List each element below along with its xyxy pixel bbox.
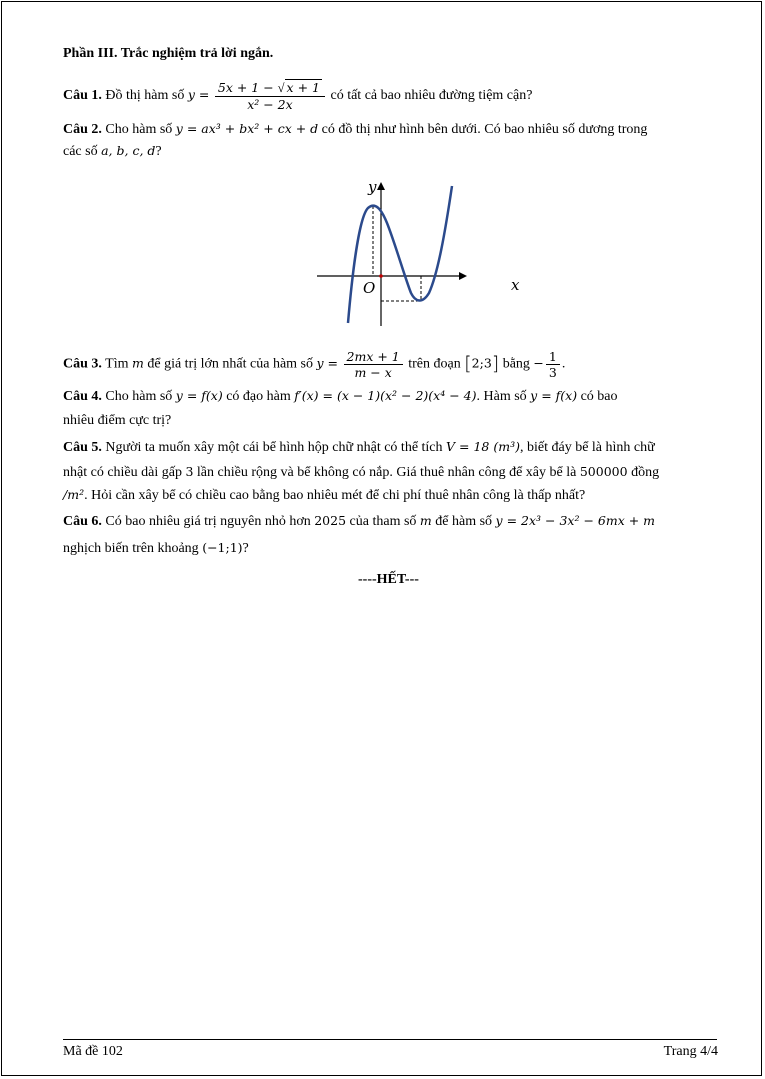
q2-text-a: Cho hàm số	[105, 122, 173, 137]
q6-year: 2025	[314, 513, 347, 528]
section-title: Phần III. Trắc nghiệm trả lời ngắn.	[63, 46, 274, 61]
footer-exam-code: Mã đề 102	[63, 1044, 123, 1059]
question-1	[63, 80, 532, 112]
q2-text-c: các số	[63, 144, 98, 159]
question-5-line-2	[63, 462, 659, 483]
q5-text-f: . Hỏi cần xây bể có chiều cao bằng bao nhiêu mét để chi phí thuê nhân công là thấp nhất?	[84, 488, 586, 503]
q5-label: Câu 5.	[63, 440, 102, 455]
q1-text-b: có tất cả bao nhiêu đường tiệm cận?	[330, 88, 533, 104]
q4-label: Câu 4.	[63, 389, 102, 404]
q3-text-c: trên đoạn	[408, 356, 461, 372]
q5-text-e: đồng	[631, 465, 660, 480]
q3-y-eq: y =	[316, 355, 339, 371]
question-5-line-1	[63, 437, 655, 458]
q6-text-b: của tham số	[349, 514, 417, 529]
q5-text-c: nhật có chiều dài gấp	[63, 465, 182, 480]
question-6-line-1	[63, 511, 655, 532]
question-4-line-1	[63, 386, 618, 407]
q5-unit: /m²	[63, 487, 85, 502]
footer-rule	[63, 1039, 717, 1040]
q2-text-d: ?	[155, 144, 162, 159]
q3-text-a: Tìm	[105, 356, 129, 372]
q2-vars: a, b, c, d	[101, 143, 156, 158]
origin-label: O	[363, 279, 376, 297]
function-curve	[348, 186, 452, 323]
q5-text-d: lần chiều rộng và bể không có nắp. Giá thuê nhân công để xây bể là	[196, 465, 577, 480]
q6-label: Câu 6.	[63, 514, 102, 529]
q5-text-b: , biết đáy bể là hình chữ	[519, 440, 655, 455]
q4-text-d: có bao	[580, 389, 618, 404]
q1-y-eq: y =	[187, 87, 210, 103]
q3-interval: 2;3	[471, 355, 492, 371]
q3-fraction: $\frac{2mx + 1}{m - x}$	[344, 349, 403, 380]
q6-text-d: nghịch biến trên khoảng	[63, 541, 199, 556]
q4-func-2: y = f(x)	[530, 388, 578, 403]
q3-var-m: m	[132, 355, 144, 371]
q5-price: 500000	[579, 464, 628, 479]
question-4-line-2: nhiêu điểm cực trị?	[63, 413, 172, 428]
question-6-line-2	[63, 538, 249, 559]
question-2-line-1	[63, 119, 647, 140]
q3-minus: −	[533, 355, 544, 371]
q4-text-b: có đạo hàm	[226, 389, 291, 404]
q1-text-a: Đồ thị hàm số	[105, 88, 185, 104]
q4-func: y = f(x)	[175, 388, 223, 403]
y-axis-label: y	[368, 178, 377, 196]
q6-text-e: ?	[242, 541, 249, 556]
y-axis-arrow	[377, 182, 385, 190]
q5-number-3: 3	[185, 464, 194, 479]
q3-text-d: bằng	[502, 356, 530, 372]
question-2-line-2	[63, 141, 162, 162]
q2-text-b: có đồ thị như hình bên dưới. Có bao nhiêu số dương trong	[321, 122, 648, 137]
x-axis-arrow	[459, 272, 467, 280]
q6-text-c: để hàm số	[435, 514, 493, 529]
q3-label: Câu 3.	[63, 356, 102, 372]
footer-page-number: Trang 4/4	[663, 1044, 718, 1059]
q4-text-c: . Hàm số	[476, 389, 527, 404]
q3-text-b: để giá trị lớn nhất của hàm số	[147, 356, 313, 372]
q4-text-a: Cho hàm số	[105, 389, 173, 404]
q2-formula: y = ax³ + bx² + cx + d	[175, 121, 319, 136]
q6-text-a: Có bao nhiêu giá trị nguyên nhỏ hơn	[105, 514, 311, 529]
cubic-graph	[313, 178, 528, 328]
q1-fraction: $\frac{5x + 1 - √ x + 1}{\text{x² − 2x}}$	[215, 80, 325, 112]
end-mark: ----HẾT---	[358, 572, 419, 587]
q6-var-m: m	[419, 513, 432, 528]
question-3: Câu 3. Tìm m để giá trị lớn nhất của hàm số y = $\frac{2mx + 1}{m - x}$ trên đoạn [2;3] bằng − $\frac{1}{3}$ .	[63, 349, 566, 380]
q1-label: Câu 1.	[63, 88, 102, 104]
question-5-line-3	[63, 485, 585, 506]
q2-label: Câu 2.	[63, 122, 102, 137]
q3-answer-fraction: $\frac{1}{3}$	[546, 349, 560, 380]
q6-formula: y = 2x³ − 3x² − 6mx + m	[495, 513, 656, 528]
origin-point	[379, 274, 383, 278]
x-axis-label: x	[511, 276, 520, 294]
q4-derivative: f′(x) = (x − 1)(x² − 2)(x⁴ − 4)	[294, 388, 477, 403]
q6-interval: (−1;1)	[202, 540, 243, 555]
q5-volume: V = 18 (m³)	[446, 439, 520, 454]
q5-text-a: Người ta muốn xây một cái bể hình hộp chữ nhật có thể tích	[105, 440, 443, 455]
